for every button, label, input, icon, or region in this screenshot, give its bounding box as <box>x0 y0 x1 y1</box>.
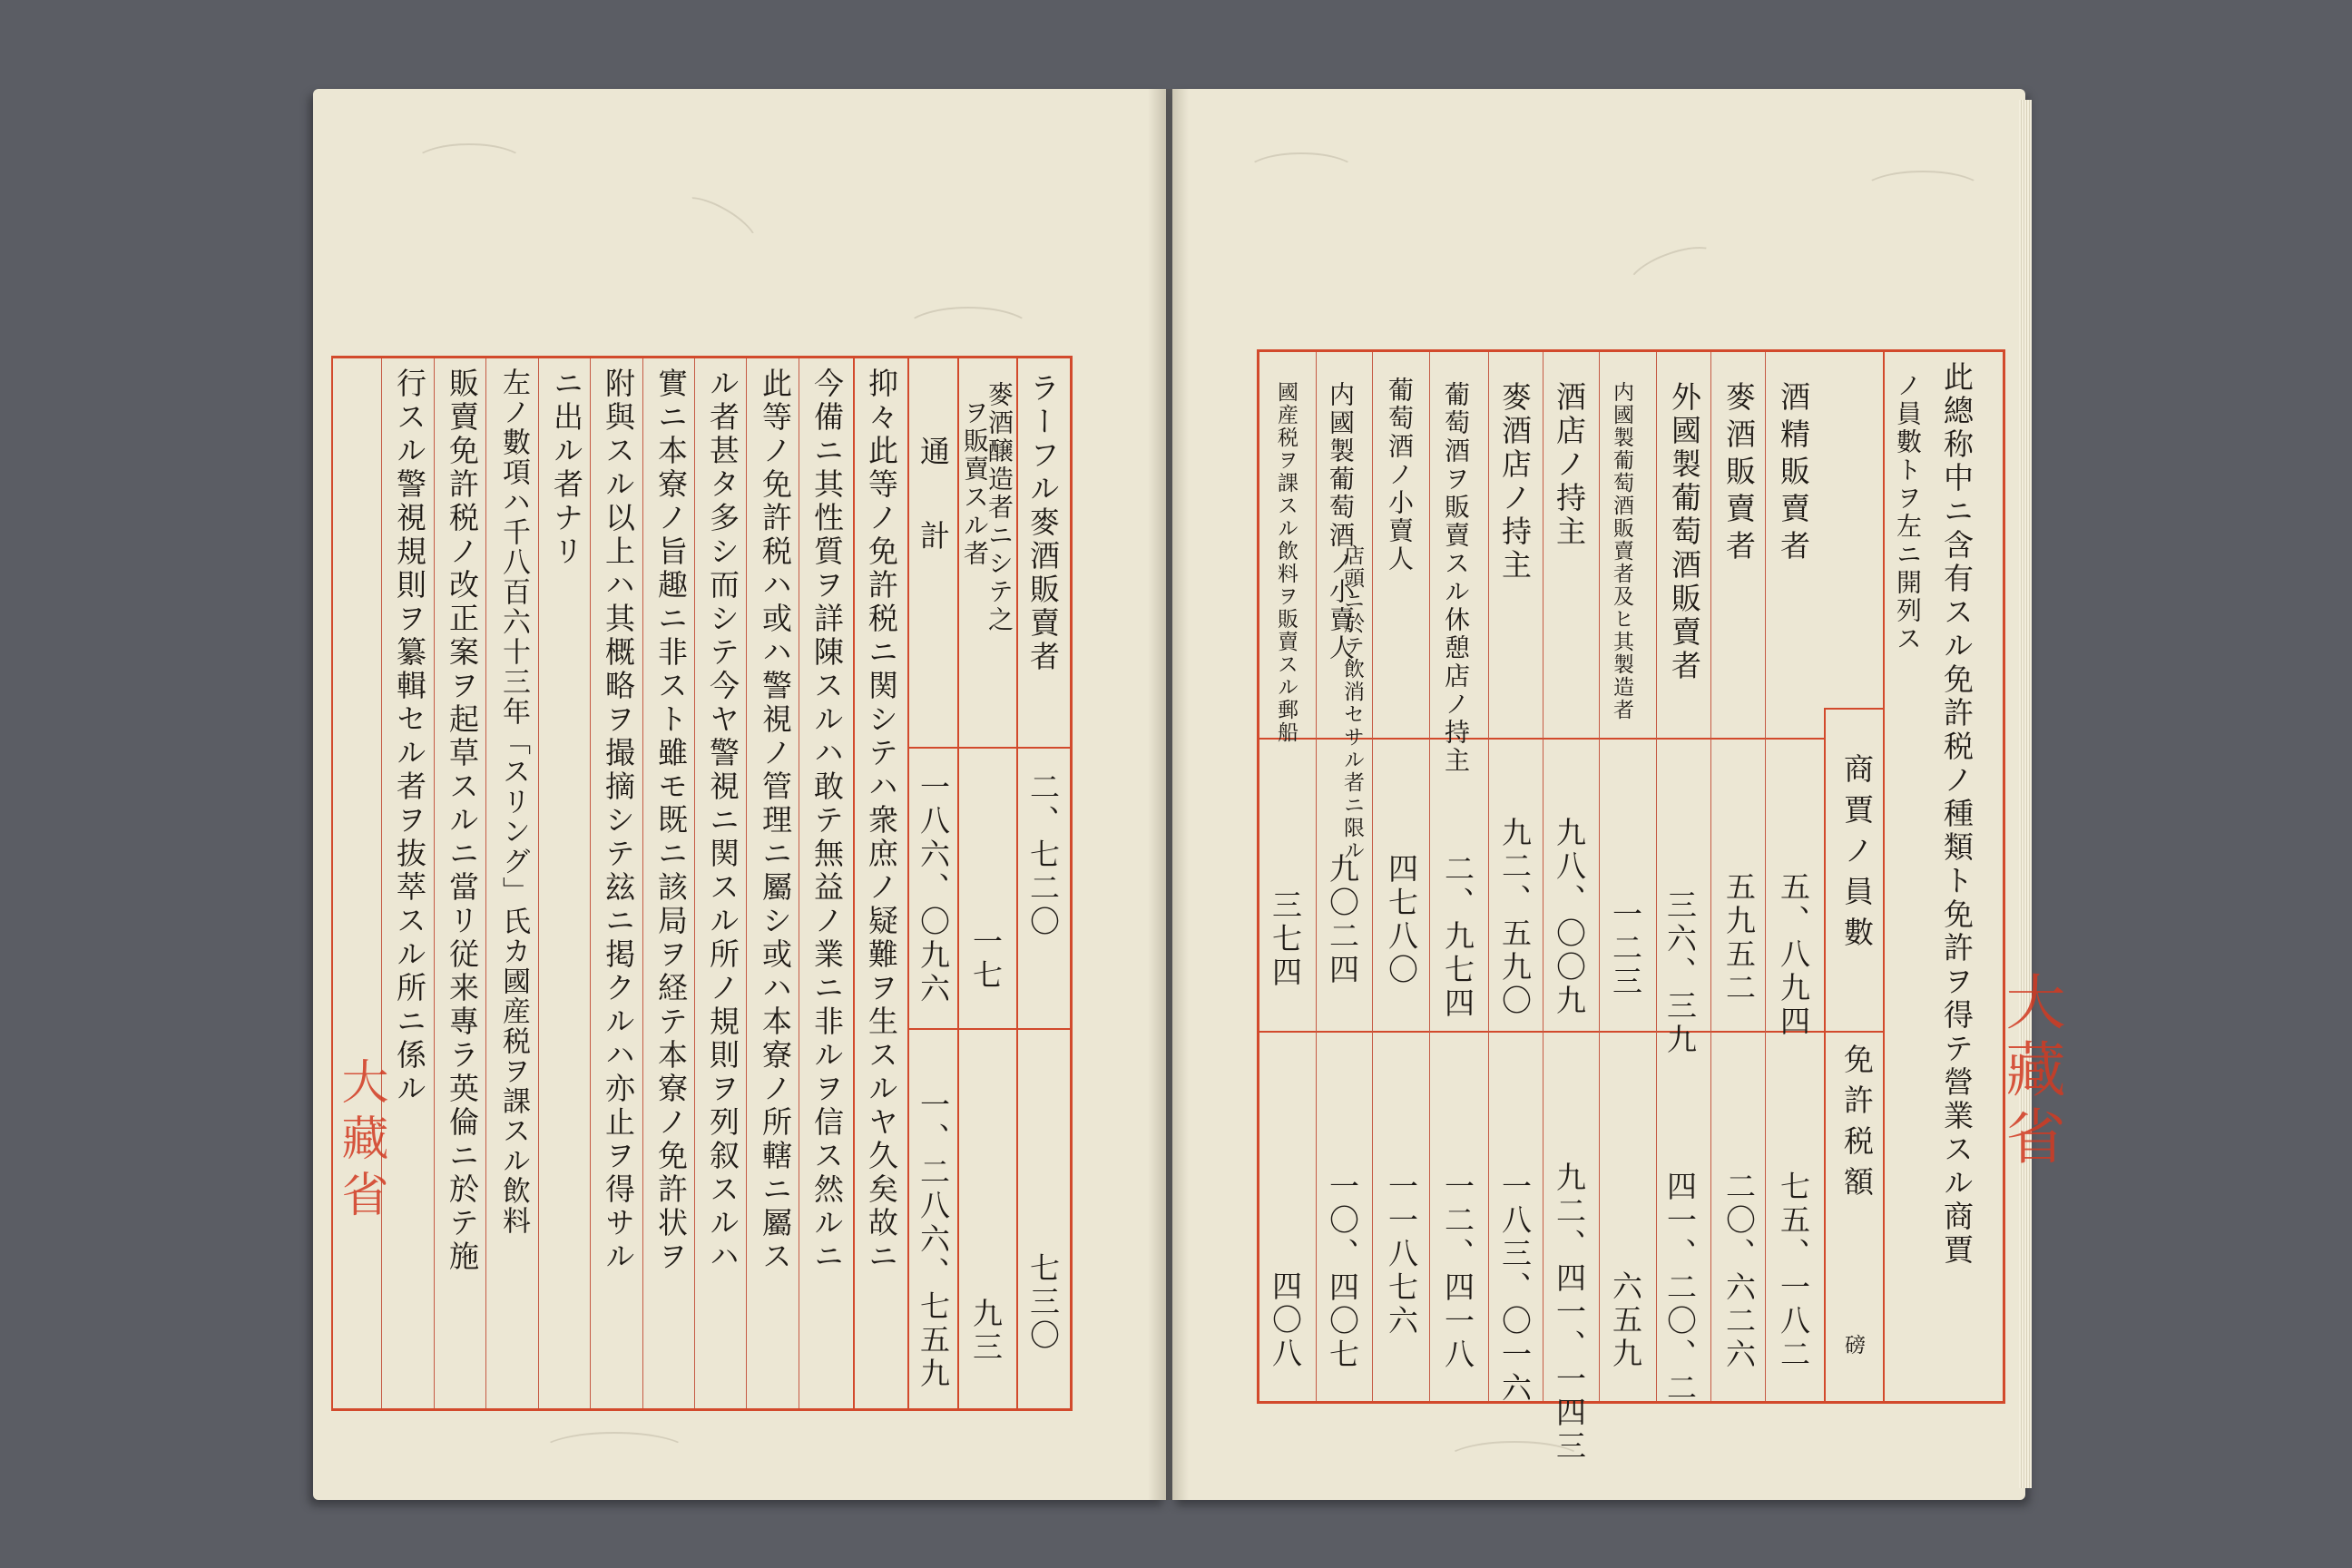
row-count: 一二三 <box>1608 898 1643 999</box>
row-label: 麥酒販賣者 <box>1721 381 1757 567</box>
paragraph-line: 左ノ數項ハ千八百六十三年「スリング」氏カ國産税ヲ課スル飲料 <box>497 368 530 1236</box>
text-rule <box>590 358 591 1408</box>
table-rule <box>1824 708 1883 710</box>
seal-stamp: 大藏省 <box>333 1057 387 1226</box>
paper-fiber <box>1245 152 1357 192</box>
table-rule <box>907 747 1071 749</box>
row-label: 酒店ノ持主 <box>1552 381 1587 549</box>
row-rule <box>1656 352 1657 1401</box>
row-rule <box>1316 352 1317 1401</box>
seal-stamp: 大藏省 <box>1995 971 2065 1172</box>
paragraph-line: 實ニ本寮ノ旨趣ニ非スト雖モ既ニ該局ヲ経テ本寮ノ免許状ヲ <box>653 368 689 1274</box>
table-rule <box>853 358 855 1408</box>
paragraph-line: ル者甚タ多シ而シテ今ヤ警視ニ関スル所ノ規則ヲ列叙スルハ <box>705 368 740 1274</box>
row-label: 酒精販賣者 <box>1776 381 1811 567</box>
table-title: ラーフル麥酒販賣者 <box>1025 372 1061 674</box>
text-rule <box>434 358 435 1408</box>
row-count: 三七四 <box>1268 889 1303 990</box>
paragraph-line: 販賣免許税ノ改正案ヲ起草スルニ當リ従来專ラ英倫ニ於テ施 <box>445 368 480 1274</box>
paragraph-line: 今備ニ其性質ヲ詳陳スルハ敢テ無益ノ業ニ非ルヲ信ス然ルニ <box>809 368 845 1274</box>
row-label: 外國製葡萄酒販賣者 <box>1667 381 1702 683</box>
text-rule <box>642 358 643 1408</box>
row-count: 一七 <box>968 926 1004 993</box>
row-rule <box>1429 352 1430 1401</box>
row-count: 五、八九四 <box>1776 871 1811 1039</box>
paragraph-line: 此等ノ免許税ハ或ハ警視ノ管理ニ屬シ或ハ本寮ノ所轄ニ屬ス <box>758 368 793 1274</box>
row-label-small: 店頭ニ於テ飲消セサル者ニ限ル <box>1340 544 1364 862</box>
paper-fiber <box>903 307 1034 356</box>
row-tax-total: 一、二八六、七五九 <box>916 1089 951 1391</box>
row-count-total: 一八六、〇九六 <box>916 771 951 1006</box>
table-rule <box>907 358 909 1408</box>
intro-line: 此總称中ニ含有スル免許税ノ種類ト免許ヲ得テ營業スル商賈 <box>1939 361 1975 1268</box>
book-gutter <box>1148 89 1189 1500</box>
row-tax: 四〇八 <box>1268 1270 1303 1371</box>
paper-fiber <box>413 143 525 183</box>
intro-line: ノ員數トヲ左ニ開列ス <box>1893 372 1923 653</box>
paragraph-line: 附與スル以上ハ其概略ヲ撮摘シテ玆ニ掲クルハ亦止ヲ得サル <box>601 368 636 1274</box>
table-rule <box>1824 708 1826 1401</box>
row-label: 内國製葡萄酒ノ小賣人 <box>1326 381 1356 662</box>
row-tax: 四一、二〇、二 <box>1662 1171 1698 1406</box>
header-unit: 磅 <box>1841 1334 1865 1357</box>
row-label-sub: ヲ販賣スル者 <box>960 399 990 568</box>
row-rule <box>1543 352 1544 1401</box>
row-label: 葡萄酒ヲ販賣スル休憩店ノ持主 <box>1441 381 1471 775</box>
table-rule <box>1883 352 1885 1401</box>
table-rule <box>907 1028 1071 1030</box>
paper-fiber <box>1622 237 1723 303</box>
title-count: 二、七二〇 <box>1025 771 1061 939</box>
row-label-main: 麥酒醸造者ニシテ之 <box>985 381 1014 634</box>
title-tax: 七三〇 <box>1025 1252 1061 1353</box>
paragraph-line: 抑々此等ノ免許税ニ関シテハ衆庶ノ疑難ヲ生スルヤ久矣故ニ <box>864 368 899 1274</box>
text-rule <box>538 358 539 1408</box>
header-tax: 免許税額 <box>1839 1044 1875 1207</box>
row-tax: 一二、四一八 <box>1440 1171 1475 1372</box>
row-tax: 一〇、四〇七 <box>1325 1171 1360 1372</box>
row-rule <box>1765 352 1766 1401</box>
row-rule <box>1599 352 1600 1401</box>
table-rule <box>1016 358 1018 1408</box>
row-count: 三六、三九 <box>1662 889 1698 1057</box>
text-rule <box>694 358 695 1408</box>
paper-fiber <box>540 1432 689 1472</box>
row-count: 二、九七四 <box>1440 853 1475 1021</box>
row-tax: 九三 <box>968 1298 1004 1365</box>
paper-fiber <box>674 188 763 257</box>
row-label: 國産税ヲ課スル飲料ヲ販賣スル郵船 <box>1274 381 1298 744</box>
row-count: 九〇二四 <box>1325 853 1360 987</box>
row-rule <box>1488 352 1489 1401</box>
row-count: 九八、〇〇九 <box>1552 817 1587 1018</box>
row-rule <box>1710 352 1711 1401</box>
paragraph-line: 行スル警視規則ヲ纂輯セル者ヲ抜萃スル所ニ係ル <box>392 368 427 1106</box>
row-tax: 九二、四一、一四三 <box>1552 1161 1587 1464</box>
row-rule <box>1372 352 1373 1401</box>
row-tax: 六五九 <box>1608 1270 1643 1371</box>
header-count: 商賈ノ員數 <box>1839 753 1875 957</box>
row-tax: 一一八七六 <box>1384 1171 1419 1338</box>
row-label-small: 内國製葡萄酒販賣者及ヒ其製造者 <box>1610 381 1633 721</box>
text-rule <box>746 358 747 1408</box>
text-rule <box>485 358 486 1408</box>
paragraph-line: ニ出ル者ナリ <box>549 368 584 569</box>
row-count: 九二、五九〇 <box>1497 817 1533 1018</box>
row-tax: 二〇、六二六 <box>1721 1171 1757 1372</box>
row-count: 四七八〇 <box>1384 853 1419 987</box>
row-label: 麥酒店ノ持主 <box>1497 381 1533 583</box>
row-tax: 一八三、〇一六 <box>1497 1171 1533 1406</box>
paper-fiber <box>1862 171 1984 211</box>
table-rule <box>957 358 959 1408</box>
row-label-total: 通計 <box>916 436 951 604</box>
row-tax: 七五、一八二 <box>1776 1171 1811 1372</box>
row-label: 葡萄酒ノ小賣人 <box>1385 377 1415 573</box>
row-count: 五九五二 <box>1721 871 1757 1005</box>
